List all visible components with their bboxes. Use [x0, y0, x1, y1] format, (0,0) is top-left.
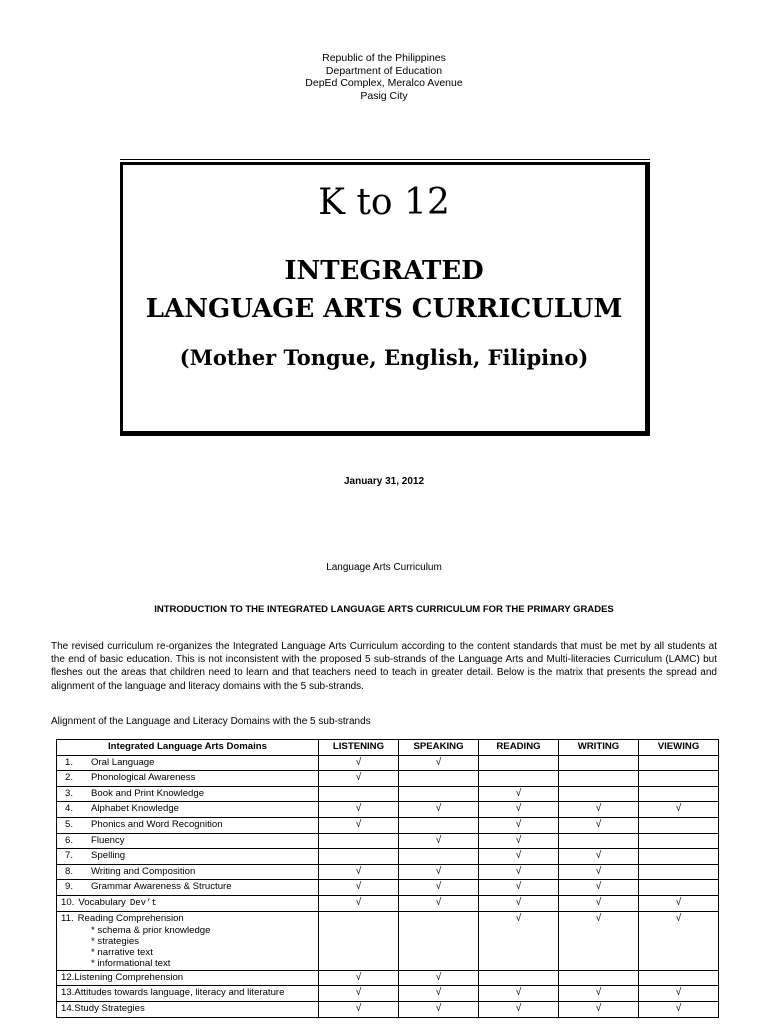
table-row [57, 864, 719, 880]
check-cell-viewing [639, 833, 719, 849]
domain-label-suffix: Dev’t [129, 897, 157, 908]
check-mark-icon: √ [595, 850, 602, 862]
table-body [57, 755, 719, 1017]
check-mark-icon: √ [675, 803, 682, 815]
check-mark-icon: √ [515, 787, 522, 799]
check-cell-speaking [399, 970, 479, 986]
domain-label: Listening Comprehension [74, 971, 184, 983]
check-mark-icon: √ [515, 881, 522, 893]
domain-label: Alphabet Knowledge [91, 803, 180, 815]
check-mark-icon: √ [355, 865, 362, 877]
table-row [57, 771, 719, 787]
table-row [57, 817, 719, 833]
check-cell-viewing [639, 895, 719, 911]
check-mark-icon: √ [355, 971, 362, 983]
check-cell-speaking [399, 755, 479, 771]
domain-number: 5. [65, 818, 74, 830]
check-cell-viewing [639, 986, 719, 1002]
letterhead-line: DepEd Complex, Meralco Avenue [305, 77, 463, 89]
check-mark-icon: √ [435, 987, 442, 999]
check-cell-reading [479, 911, 559, 970]
check-cell-speaking [399, 986, 479, 1002]
table-row [57, 833, 719, 849]
domain-cell [57, 817, 319, 833]
check-cell-speaking [399, 786, 479, 802]
check-cell-writing [559, 771, 639, 787]
check-mark-icon: √ [355, 987, 362, 999]
check-cell-writing [559, 786, 639, 802]
check-mark-icon: √ [435, 1002, 442, 1014]
domain-number: 8. [65, 865, 74, 877]
domain-subitem: * narrative text [91, 947, 153, 959]
check-cell-listening [319, 880, 399, 896]
domain-number: 4. [65, 803, 74, 815]
title-line-languages: (Mother Tongue, English, Filipino) [179, 345, 589, 370]
check-cell-listening [319, 986, 399, 1002]
domain-subitems [61, 925, 314, 970]
intro-paragraph: The revised curriculum re-organizes the Integrated Language Arts Curriculum according to the content standards that must be met by all students at the end of basic education. This is not inconsistent with the proposed 5 sub-strands of the Language Arts and Multi-literacies Curriculum (LAMC) but fleshes out the areas that children need to learn and that teachers need to teach in greater detail. Below is the matrix that presents the spread and alignment of the language and literacy domains with the 5 sub-strands. [51, 641, 717, 692]
letterhead-line: Republic of the Philippines [322, 52, 446, 64]
check-cell-viewing [639, 817, 719, 833]
domain-number: 9. [65, 881, 74, 893]
header-writing: WRITING [559, 740, 639, 756]
check-mark-icon: √ [515, 865, 522, 877]
check-cell-reading [479, 755, 559, 771]
domain-number: 7. [65, 850, 74, 862]
check-mark-icon: √ [595, 865, 602, 877]
domain-label: Spelling [91, 850, 126, 862]
title-box [120, 162, 650, 436]
check-mark-icon: √ [435, 865, 442, 877]
check-cell-writing [559, 833, 639, 849]
check-mark-icon: √ [355, 1002, 362, 1014]
check-cell-writing [559, 880, 639, 896]
check-cell-speaking [399, 1001, 479, 1017]
check-cell-speaking [399, 895, 479, 911]
table-header-row [57, 740, 719, 756]
check-mark-icon: √ [595, 1002, 602, 1014]
letterhead [0, 52, 768, 102]
check-mark-icon: √ [355, 803, 362, 815]
table-row [57, 895, 719, 911]
check-mark-icon: √ [515, 803, 522, 815]
check-cell-reading [479, 786, 559, 802]
check-cell-reading [479, 970, 559, 986]
check-cell-listening [319, 833, 399, 849]
domain-number: 2. [65, 772, 74, 784]
domain-number: 3. [65, 787, 74, 799]
domain-cell [57, 970, 319, 986]
domain-cell [57, 786, 319, 802]
domain-label: Study Strategies [74, 1002, 145, 1014]
check-cell-reading [479, 771, 559, 787]
check-cell-viewing [639, 802, 719, 818]
domain-cell [57, 895, 319, 911]
check-cell-listening [319, 849, 399, 865]
check-mark-icon: √ [515, 818, 522, 830]
check-cell-listening [319, 771, 399, 787]
check-cell-speaking [399, 911, 479, 970]
domain-label: Grammar Awareness & Structure [91, 881, 232, 893]
check-mark-icon: √ [675, 987, 682, 999]
letterhead-line: Pasig City [360, 89, 408, 102]
domain-number: 13. [61, 987, 75, 999]
check-cell-speaking [399, 833, 479, 849]
check-cell-viewing [639, 1001, 719, 1017]
check-cell-viewing [639, 849, 719, 865]
check-mark-icon: √ [515, 896, 522, 908]
check-cell-writing [559, 864, 639, 880]
check-cell-viewing [639, 864, 719, 880]
table-row [57, 849, 719, 865]
letterhead-line: Department of Education [325, 64, 443, 77]
check-cell-writing [559, 911, 639, 970]
domain-number: 6. [65, 834, 74, 846]
check-cell-listening [319, 755, 399, 771]
header-viewing: VIEWING [639, 740, 719, 756]
check-cell-viewing [639, 911, 719, 970]
check-mark-icon: √ [595, 912, 602, 924]
check-cell-speaking [399, 849, 479, 865]
domain-label: Reading Comprehension [77, 912, 184, 924]
check-cell-viewing [639, 880, 719, 896]
check-mark-icon: √ [595, 818, 602, 830]
table-row [57, 755, 719, 771]
check-cell-speaking [399, 802, 479, 818]
check-cell-writing [559, 1001, 639, 1017]
check-cell-reading [479, 1001, 559, 1017]
check-cell-writing [559, 970, 639, 986]
domain-subitem: * schema & prior knowledge [91, 924, 211, 936]
domain-subitem: * strategies [91, 935, 139, 947]
domain-number: 12. [61, 971, 75, 983]
domain-cell [57, 986, 319, 1002]
check-cell-listening [319, 864, 399, 880]
check-mark-icon: √ [355, 881, 362, 893]
header-listening: LISTENING [319, 740, 399, 756]
check-cell-speaking [399, 771, 479, 787]
check-mark-icon: √ [435, 834, 442, 846]
check-cell-reading [479, 880, 559, 896]
check-mark-icon: √ [355, 818, 362, 830]
check-cell-writing [559, 849, 639, 865]
check-cell-speaking [399, 880, 479, 896]
domain-number: 10. [61, 896, 75, 908]
domain-label: Oral Language [91, 756, 155, 768]
domain-cell [57, 833, 319, 849]
check-cell-reading [479, 986, 559, 1002]
domain-subitem: * informational text [91, 958, 171, 970]
check-cell-reading [479, 802, 559, 818]
check-mark-icon: √ [595, 881, 602, 893]
check-mark-icon: √ [515, 987, 522, 999]
check-cell-listening [319, 895, 399, 911]
check-cell-viewing [639, 970, 719, 986]
check-cell-writing [559, 895, 639, 911]
check-mark-icon: √ [435, 896, 442, 908]
check-mark-icon: √ [435, 803, 442, 815]
domain-cell [57, 802, 319, 818]
table-row [57, 986, 719, 1002]
domain-label: Phonics and Word Recognition [91, 818, 223, 830]
check-cell-reading [479, 833, 559, 849]
check-cell-reading [479, 849, 559, 865]
check-cell-reading [479, 864, 559, 880]
table-row [57, 786, 719, 802]
document-title: K to 12 [318, 182, 450, 223]
check-cell-listening [319, 911, 399, 970]
check-mark-icon: √ [515, 1002, 522, 1014]
domain-label: Phonological Awareness [91, 772, 196, 784]
check-cell-reading [479, 817, 559, 833]
check-cell-writing [559, 755, 639, 771]
check-cell-viewing [639, 755, 719, 771]
check-cell-speaking [399, 864, 479, 880]
check-mark-icon: √ [595, 803, 602, 815]
title-line-curriculum: LANGUAGE ARTS CURRICULUM [145, 294, 623, 324]
domain-cell [57, 864, 319, 880]
table-row [57, 911, 719, 970]
check-cell-listening [319, 1001, 399, 1017]
domain-label: Book and Print Knowledge [91, 787, 205, 799]
domain-label: Writing and Composition [91, 865, 196, 877]
domain-number: 1. [65, 756, 74, 768]
check-cell-listening [319, 970, 399, 986]
check-mark-icon: √ [355, 896, 362, 908]
table-row [57, 970, 719, 986]
check-mark-icon: √ [355, 756, 362, 768]
domain-cell [57, 755, 319, 771]
intro-heading: INTRODUCTION TO THE INTEGRATED LANGUAGE ARTS CURRICULUM FOR THE PRIMARY GRADES [154, 604, 614, 615]
check-cell-writing [559, 802, 639, 818]
check-mark-icon: √ [595, 987, 602, 999]
check-cell-reading [479, 895, 559, 911]
check-cell-viewing [639, 771, 719, 787]
check-mark-icon: √ [435, 881, 442, 893]
check-cell-writing [559, 986, 639, 1002]
check-cell-writing [559, 817, 639, 833]
domain-number: 11. [61, 912, 74, 924]
check-mark-icon: √ [675, 896, 682, 908]
check-cell-listening [319, 802, 399, 818]
check-cell-speaking [399, 817, 479, 833]
table-row [57, 1001, 719, 1017]
header-domains: Integrated Language Arts Domains [57, 740, 319, 756]
check-mark-icon: √ [435, 756, 442, 768]
check-mark-icon: √ [675, 1002, 682, 1014]
document-date: January 31, 2012 [343, 476, 425, 487]
domain-label: Fluency [91, 834, 125, 846]
domain-cell [57, 880, 319, 896]
domain-number: 14. [61, 1002, 75, 1014]
check-mark-icon: √ [675, 912, 682, 924]
header-speaking: SPEAKING [399, 740, 479, 756]
check-mark-icon: √ [515, 912, 522, 924]
check-cell-listening [319, 817, 399, 833]
table-row [57, 880, 719, 896]
domain-label: Vocabulary [78, 896, 126, 908]
table-caption: Alignment of the Language and Literacy Domains with the 5 sub-strands [51, 716, 371, 727]
title-box-top-rule [120, 159, 650, 160]
domains-matrix-table [56, 739, 719, 1018]
title-line-integrated: INTEGRATED [284, 256, 484, 286]
check-mark-icon: √ [355, 772, 362, 784]
domain-cell [57, 771, 319, 787]
check-mark-icon: √ [435, 971, 442, 983]
domain-cell [57, 849, 319, 865]
domain-cell [57, 911, 319, 970]
header-reading: READING [479, 740, 559, 756]
section-label: Language Arts Curriculum [326, 562, 442, 573]
check-cell-listening [319, 786, 399, 802]
check-mark-icon: √ [515, 850, 522, 862]
check-mark-icon: √ [515, 834, 522, 846]
domain-cell [57, 1001, 319, 1017]
check-mark-icon: √ [595, 896, 602, 908]
table-row [57, 802, 719, 818]
domain-label: Attitudes towards language, literacy and literature [74, 987, 285, 999]
check-cell-viewing [639, 786, 719, 802]
